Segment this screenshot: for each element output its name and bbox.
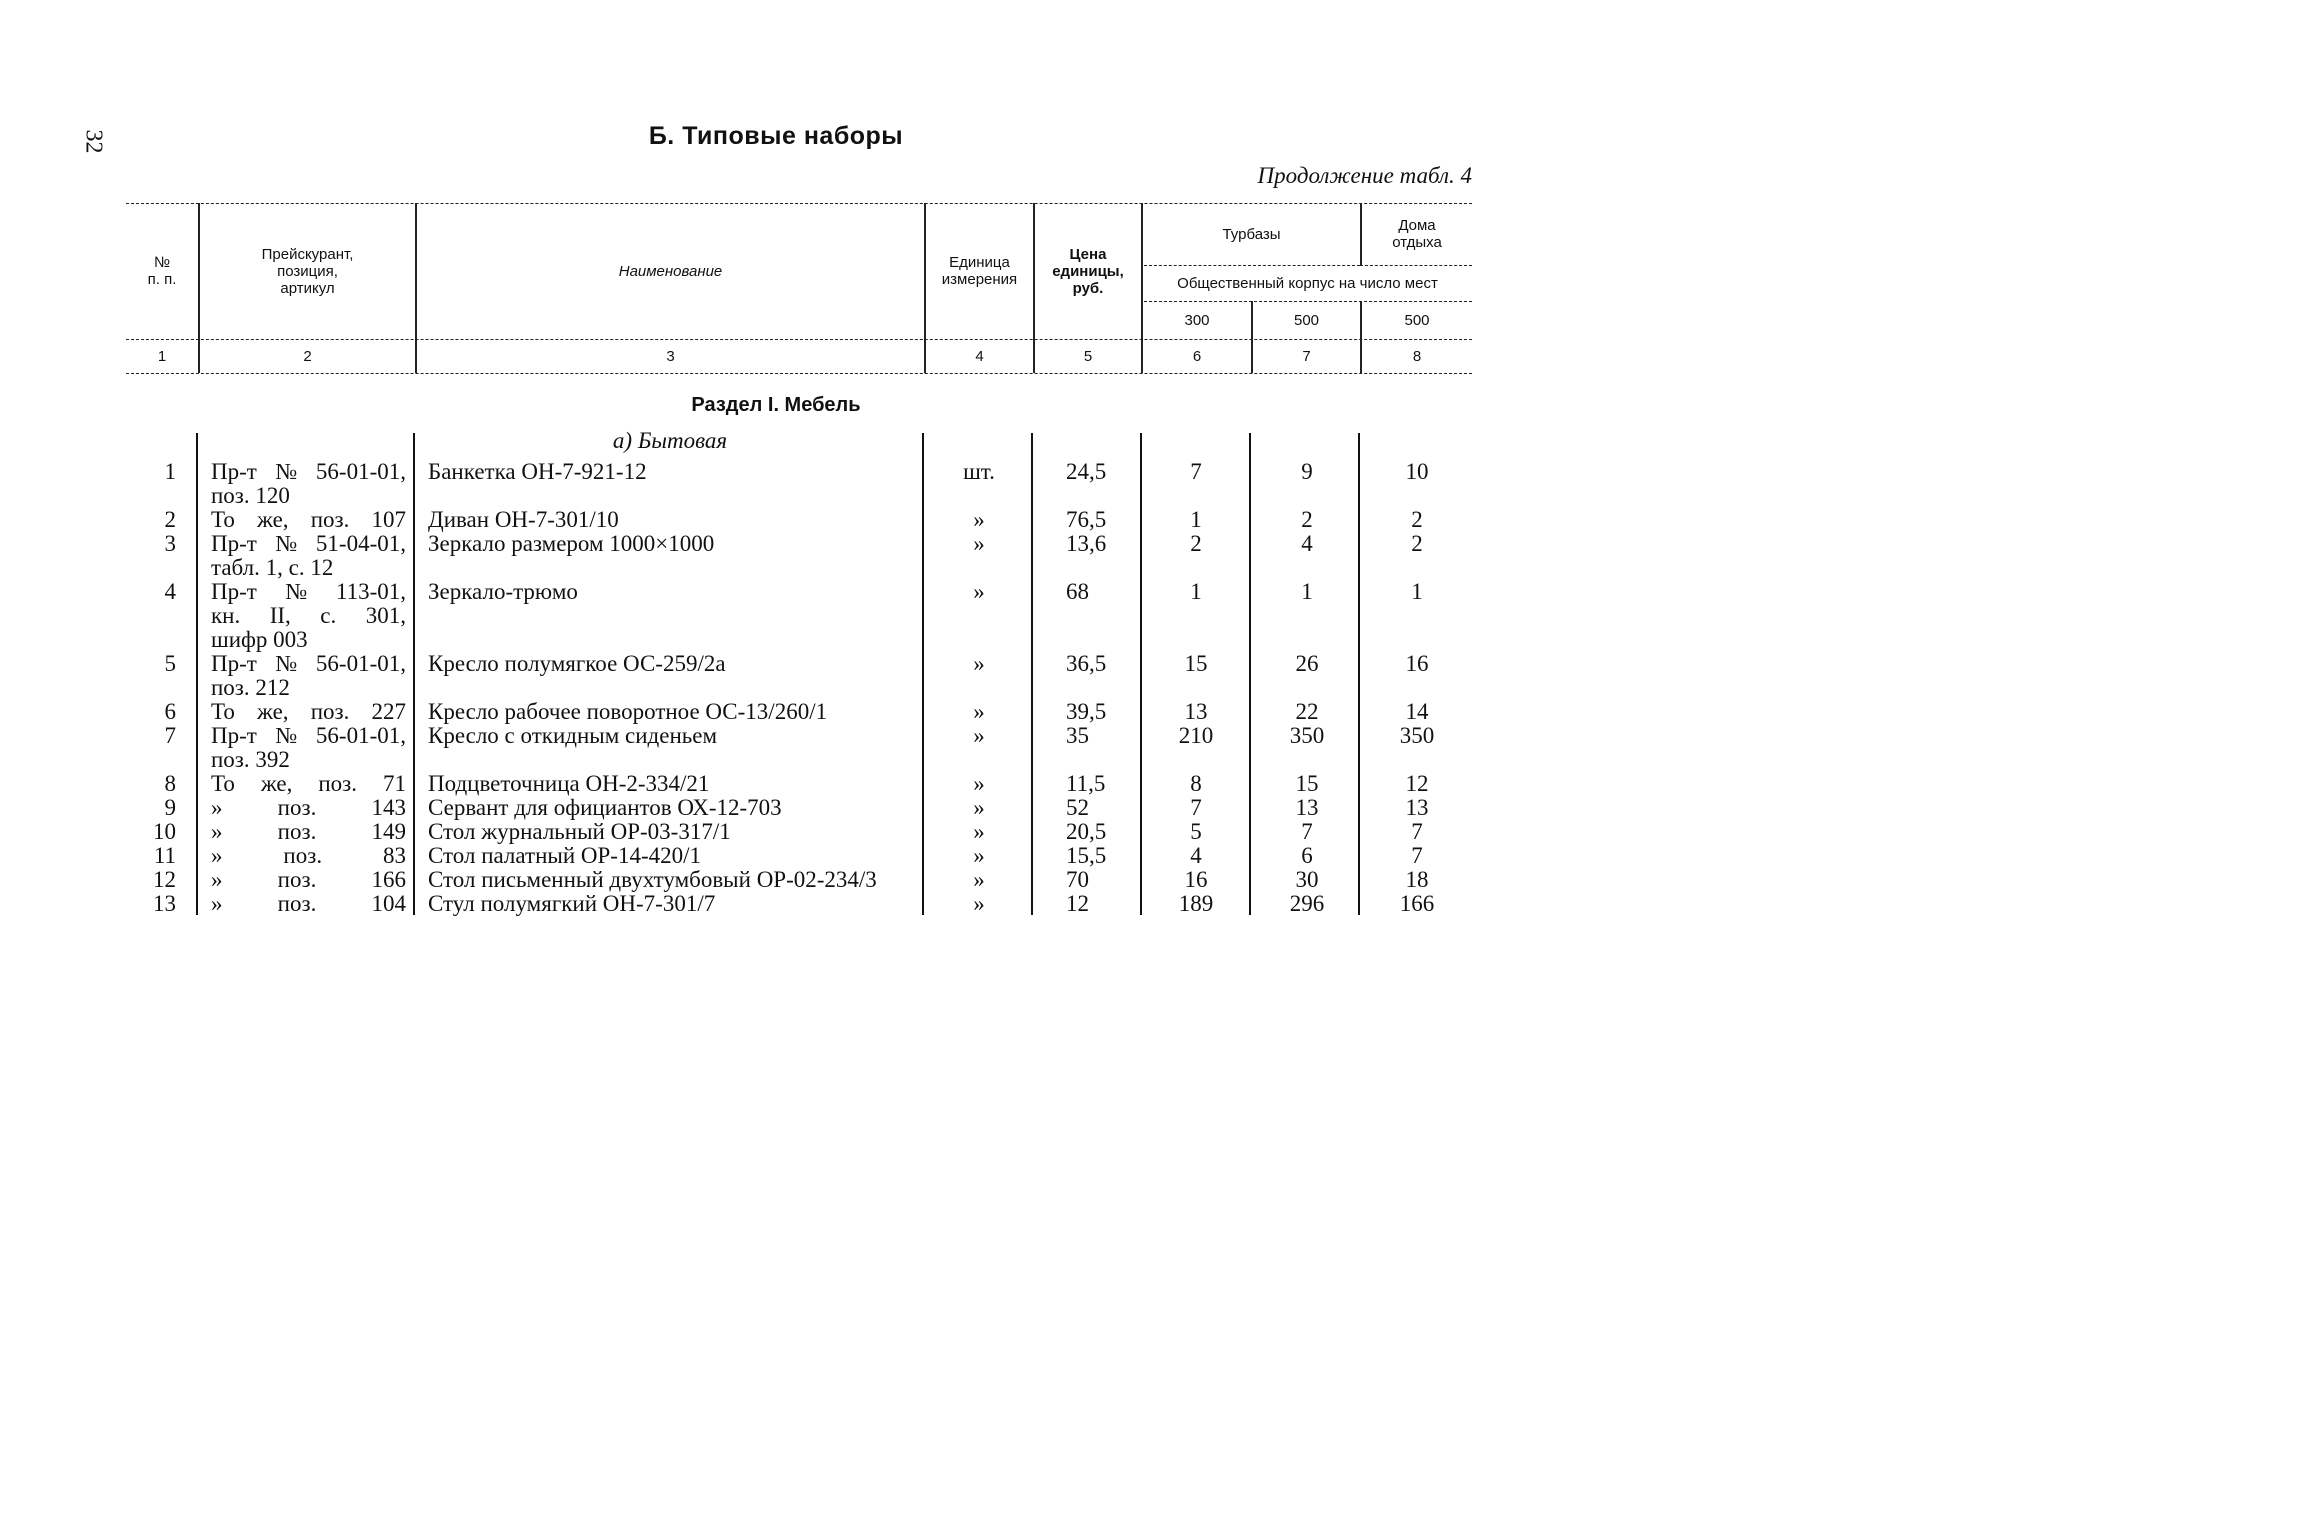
row-price: 11,5	[1066, 771, 1106, 796]
body-vrule	[413, 433, 415, 915]
row-name: Стол палатный ОР-14-420/1	[428, 843, 702, 868]
row-pricelist: То же, поз. 107	[211, 507, 406, 532]
row-pricelist: » поз. 83	[211, 843, 406, 868]
row-price: 76,5	[1066, 507, 1107, 532]
row-pricelist: То же, поз. 71	[211, 771, 406, 796]
body-vrule	[196, 433, 198, 915]
row-name: Зеркало размером 1000×1000	[428, 531, 715, 556]
row-unit: »	[973, 531, 985, 556]
row-name: Подцветочница ОН-2-334/21	[428, 771, 710, 796]
row-price: 15,5	[1066, 843, 1107, 868]
row-name: Стул полумягкий ОН-7-301/7	[428, 891, 716, 916]
row-name: Стол журнальный ОР-03-317/1	[428, 819, 731, 844]
row-qty-turbaza-500: 26	[1295, 651, 1319, 676]
row-name: Диван ОН-7-301/10	[428, 507, 619, 532]
row-number: 4	[164, 579, 176, 604]
row-price: 39,5	[1066, 699, 1107, 724]
row-name: Кресло с откидным сиденьем	[428, 723, 718, 748]
header-col-price: Цена единицы, руб.	[1052, 245, 1124, 297]
row-pricelist: Пр-т № 51-04-01,	[211, 531, 406, 556]
row-pricelist: поз. 120	[211, 483, 290, 508]
row-price: 12	[1066, 891, 1089, 916]
body-vrule	[1140, 433, 1142, 915]
header-colnum: 2	[303, 348, 312, 365]
row-qty-turbaza-300: 189	[1178, 891, 1214, 916]
row-number: 8	[164, 771, 176, 796]
header-group-doma-otdykha: Дома отдыха	[1392, 217, 1442, 251]
row-qty-doma-otdykha-500: 166	[1399, 891, 1435, 916]
row-unit: »	[973, 507, 985, 532]
row-qty-turbaza-500: 13	[1295, 795, 1319, 820]
row-unit: »	[973, 843, 985, 868]
row-qty-doma-otdykha-500: 350	[1399, 723, 1435, 748]
row-qty-doma-otdykha-500: 2	[1411, 507, 1423, 532]
row-qty-turbaza-500: 9	[1301, 459, 1313, 484]
header-col-number: № п. п.	[147, 254, 177, 288]
row-number: 9	[164, 795, 176, 820]
header-colnum: 3	[666, 348, 675, 365]
row-pricelist: табл. 1, с. 12	[211, 555, 334, 580]
section-heading: Раздел I. Мебель	[691, 394, 861, 416]
header-bottom-rule	[126, 373, 1472, 374]
row-qty-doma-otdykha-500: 10	[1405, 459, 1429, 484]
row-qty-doma-otdykha-500: 7	[1411, 819, 1423, 844]
row-unit: »	[973, 579, 985, 604]
row-unit: »	[973, 651, 985, 676]
row-name: Зеркало-трюмо	[428, 579, 578, 604]
row-number: 5	[164, 651, 176, 676]
row-price: 13,6	[1066, 531, 1107, 556]
row-qty-turbaza-500: 296	[1289, 891, 1325, 916]
row-qty-doma-otdykha-500: 7	[1411, 843, 1423, 868]
row-name: Сервант для официантов ОХ-12-703	[428, 795, 782, 820]
row-qty-doma-otdykha-500: 16	[1405, 651, 1429, 676]
header-col-pricelist: Прейскурант, позиция, артикул	[261, 245, 354, 297]
row-number: 13	[153, 891, 176, 916]
row-pricelist: кн. II, с. 301,	[211, 603, 406, 628]
header-cap-500: 500	[1404, 312, 1430, 329]
row-pricelist: » поз. 104	[211, 891, 406, 916]
row-pricelist: То же, поз. 227	[211, 699, 406, 724]
row-qty-turbaza-500: 30	[1295, 867, 1319, 892]
header-cap-300: 300	[1184, 312, 1210, 329]
row-unit: шт.	[963, 459, 995, 484]
row-qty-turbaza-300: 15	[1184, 651, 1208, 676]
row-qty-turbaza-500: 2	[1301, 507, 1313, 532]
row-price: 24,5	[1066, 459, 1107, 484]
header-cap-500: 500	[1293, 312, 1320, 329]
row-pricelist: » поз. 143	[211, 795, 406, 820]
row-price: 68	[1066, 579, 1089, 604]
row-pricelist: поз. 392	[211, 747, 290, 772]
row-qty-turbaza-500: 6	[1301, 843, 1313, 868]
row-unit: »	[973, 867, 985, 892]
row-qty-turbaza-300: 13	[1184, 699, 1208, 724]
header-colnum: 1	[157, 348, 167, 365]
row-qty-turbaza-500: 7	[1301, 819, 1313, 844]
row-unit: »	[973, 771, 985, 796]
page-number: 32	[80, 129, 107, 154]
row-pricelist: шифр 003	[211, 627, 308, 652]
row-number: 11	[153, 843, 176, 868]
row-qty-turbaza-300: 1	[1190, 579, 1202, 604]
row-pricelist: » поз. 149	[211, 819, 406, 844]
row-pricelist: » поз. 166	[211, 867, 406, 892]
row-number: 3	[164, 531, 176, 556]
row-qty-turbaza-300: 7	[1190, 795, 1202, 820]
row-number: 12	[153, 867, 176, 892]
row-qty-doma-otdykha-500: 18	[1405, 867, 1429, 892]
row-unit: »	[973, 699, 985, 724]
header-colnum: 8	[1412, 348, 1422, 365]
row-qty-turbaza-500: 350	[1289, 723, 1325, 748]
header-colnum: 4	[975, 348, 984, 365]
row-qty-turbaza-300: 16	[1184, 867, 1208, 892]
row-price: 70	[1066, 867, 1089, 892]
row-name: Банкетка ОН-7-921-12	[428, 459, 647, 484]
row-pricelist: Пр-т № 56-01-01,	[211, 651, 406, 676]
row-qty-doma-otdykha-500: 13	[1405, 795, 1429, 820]
row-qty-turbaza-300: 2	[1190, 531, 1202, 556]
row-number: 6	[164, 699, 176, 724]
page-title: Б. Типовые наборы	[648, 122, 904, 150]
row-qty-turbaza-300: 1	[1190, 507, 1202, 532]
row-qty-turbaza-500: 22	[1295, 699, 1319, 724]
header-colnum: 6	[1192, 348, 1202, 365]
row-price: 36,5	[1066, 651, 1107, 676]
header-group-turbazy: Турбазы	[1222, 225, 1281, 243]
row-price: 35	[1066, 723, 1089, 748]
header-colnum: 5	[1083, 348, 1093, 365]
row-pricelist: Пр-т № 56-01-01,	[211, 723, 406, 748]
row-name: Кресло полумягкое ОС-259/2а	[428, 651, 726, 676]
row-pricelist: Пр-т № 56-01-01,	[211, 459, 406, 484]
row-name: Кресло рабочее поворотное ОС-13/260/1	[428, 699, 828, 724]
row-qty-turbaza-300: 4	[1190, 843, 1202, 868]
row-qty-turbaza-500: 15	[1295, 771, 1319, 796]
row-qty-doma-otdykha-500: 12	[1405, 771, 1429, 796]
header-col-unit: Единица измерения	[941, 254, 1018, 288]
header-colnum: 7	[1302, 348, 1311, 365]
row-unit: »	[973, 891, 985, 916]
row-qty-doma-otdykha-500: 2	[1411, 531, 1423, 556]
row-qty-turbaza-500: 4	[1301, 531, 1313, 556]
row-qty-turbaza-300: 5	[1190, 819, 1202, 844]
row-name: Стол письменный двухтумбовый ОР-02-234/3	[428, 867, 877, 892]
table-continuation-note: Продолжение табл. 4	[1257, 163, 1472, 188]
row-number: 10	[153, 819, 176, 844]
row-qty-doma-otdykha-500: 1	[1411, 579, 1423, 604]
row-unit: »	[973, 723, 985, 748]
row-number: 1	[164, 459, 176, 484]
row-qty-turbaza-500: 1	[1301, 579, 1313, 604]
row-qty-turbaza-300: 7	[1190, 459, 1202, 484]
row-number: 2	[164, 507, 176, 532]
body-vrule	[1249, 433, 1251, 915]
header-col-name: Наименование	[618, 262, 723, 280]
row-price: 52	[1066, 795, 1089, 820]
subsection-heading: а) Бытовая	[612, 428, 728, 453]
row-qty-turbaza-300: 8	[1190, 771, 1202, 796]
row-pricelist: поз. 212	[211, 675, 290, 700]
row-qty-doma-otdykha-500: 14	[1405, 699, 1429, 724]
row-number: 7	[164, 723, 176, 748]
header-subgroup: Общественный корпус на число мест	[1177, 275, 1438, 292]
row-price: 20,5	[1066, 819, 1107, 844]
row-qty-turbaza-300: 210	[1178, 723, 1214, 748]
row-pricelist: Пр-т № 113-01,	[211, 579, 406, 604]
row-unit: »	[973, 795, 985, 820]
row-unit: »	[973, 819, 985, 844]
